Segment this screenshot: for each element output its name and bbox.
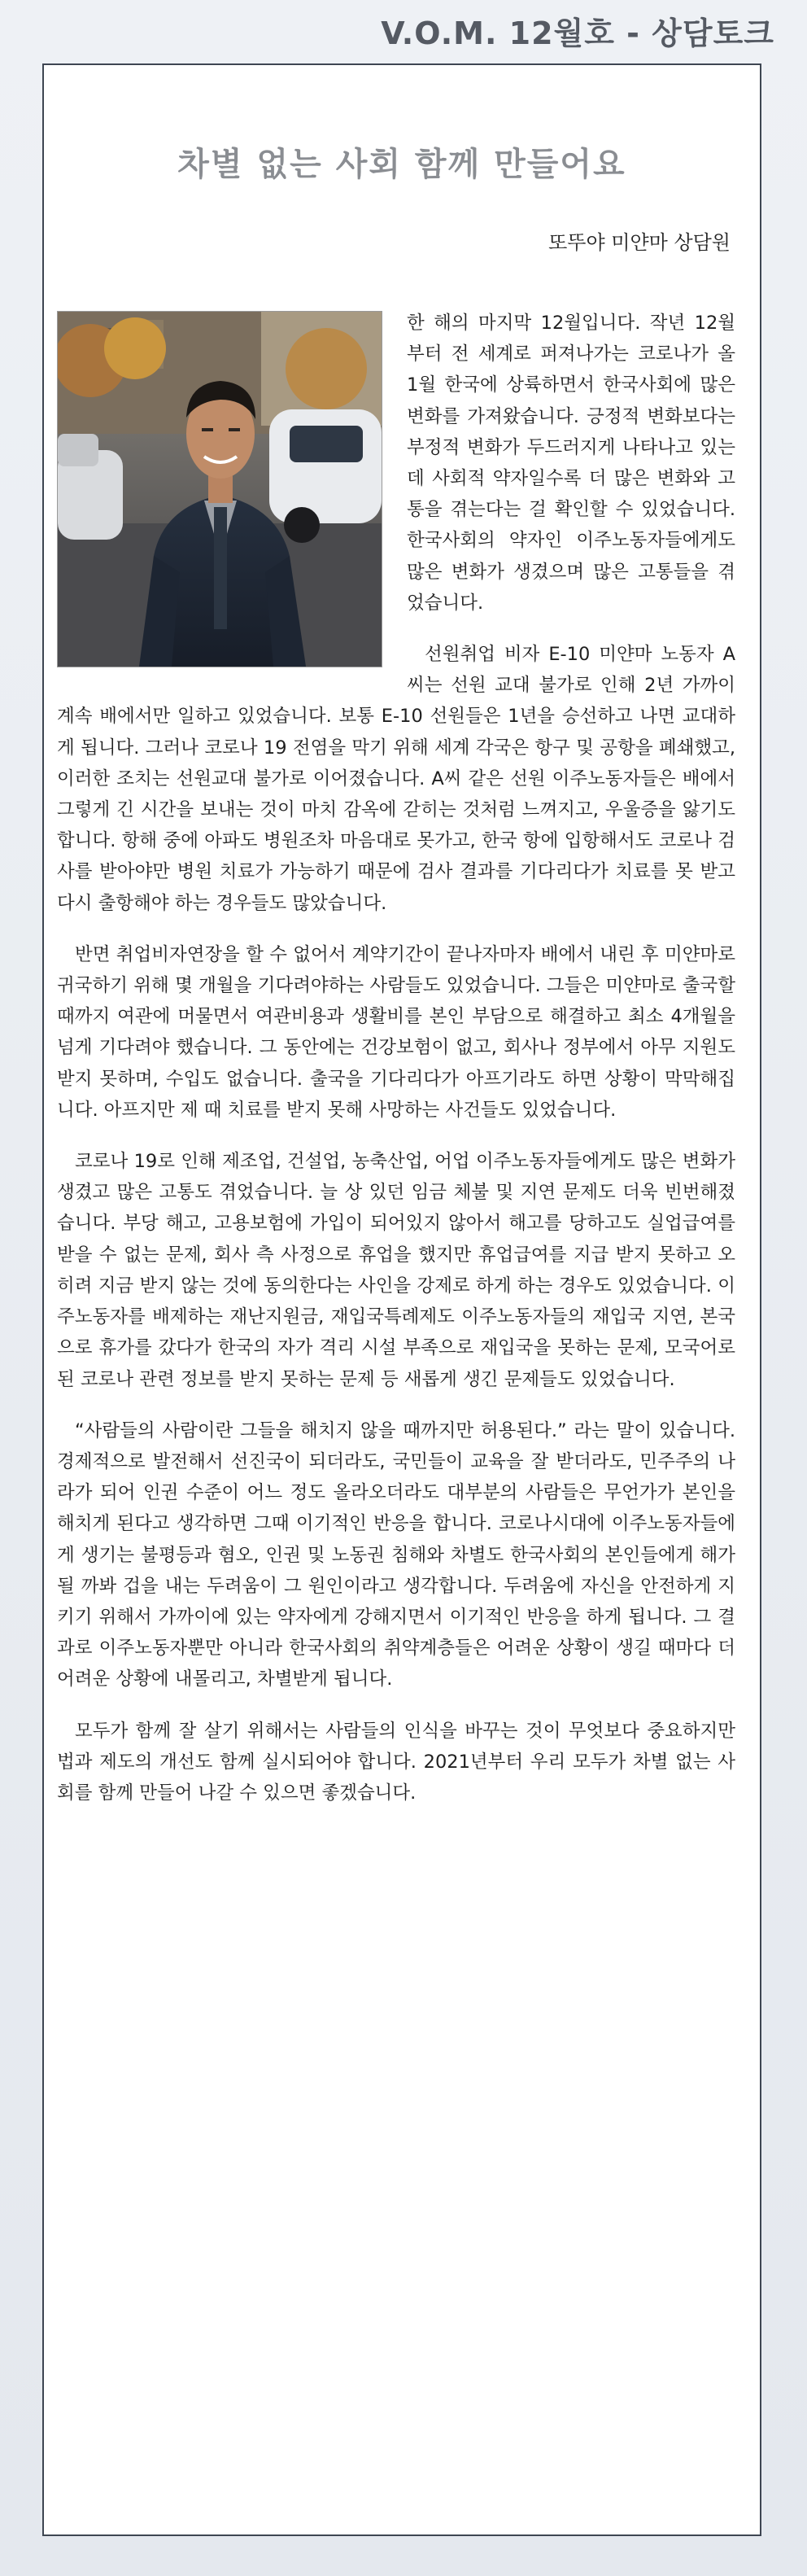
article-panel xyxy=(42,63,761,2536)
counselor-photo xyxy=(57,311,382,667)
counselor-photo-image xyxy=(58,312,382,667)
paragraph-1: 한 해의 마지막 12월입니다. 작년 12월부터 전 세계로 퍼져나가는 코로나가 올 1월 한국에 상륙하면서 한국사회에 많은 변화를 가져왔습니다. 긍정적 변화보다는 부정적 변화가 두드러지게 나타나고 있는데 사회적 약자일수록 더 많은 변화와 고통을 겪는다는 걸 확인할 수 있었습니다. 한국사회의 약자인 이주노동자들에게도 많은 변화가 생겼으며 많은 고통들을 겪었습니다. xyxy=(407,313,735,614)
article-title: 차별 없는 사회 함께 만들어요 xyxy=(177,146,626,183)
paragraph-2: 선원취업 비자 E-10 미얀마 노동자 A씨는 선원 교대 불가로 인해 2년 가까이 계속 배에서만 일하고 있었습니다. 보통 E-10 선원들은 1년을 승선하고 나면 교대하게 됩니다. 그러나 코로나 19 전염을 막기 위해 세계 각국은 항구 및 공항을 폐쇄했고, 이러한 조치는 선원교대 불가로 이어졌습니다. A씨 같은 선원 이주노동자들은 배에서 그렇게 긴 시간을 보내는 것이 마치 감옥에 갇히는 것처럼 느껴지고, 우울증을 앓기도 합니다. 항해 중에 아파도 병원조차 마음대로 못가고, 한국 항에 입항해서도 코로나 검사를 받아야만 병원 치료가 가능하기 때문에 검사 결과를 기다리다가 치료를 못 받고 다시 출항해야 하는 경우들도 많았습니다. xyxy=(57,644,735,914)
paragraph-3: 반면 취업비자연장을 할 수 없어서 계약기간이 끝나자마자 배에서 내린 후 미얀마로 귀국하기 위해 몇 개월을 기다려야하는 사람들도 있었습니다. 그들은 미얀마로 출국할 때까지 여관에 머물면서 여관비용과 생활비를 본인 부담으로 해결하고 최소 4개월을 넘게 기다려야 했습니다. 그 동안에는 건강보험이 없고, 회사나 정부에서 아무 지원도 받지 못하며, 수입도 없습니다. 출국을 기다리다가 아프기라도 하면 상황이 막막해집니다. 아프지만 제 때 치료를 받지 못해 사망하는 사건들도 있었습니다. xyxy=(57,943,735,1121)
paragraph-4: 코로나 19로 인해 제조업, 건설업, 농축산업, 어업 이주노동자들에게도 많은 변화가 생겼고 많은 고통도 겪었습니다. 늘 상 있던 임금 체불 및 지연 문제도 더욱 빈번해졌습니다. 부당 해고, 고용보험에 가입이 되어있지 않아서 해고를 당하고도 실업급여를 받을 수 없는 문제, 회사 측 사정으로 휴업을 했지만 휴업급여를 지급 받지 못하고 오히려 지금 받지 않는 것에 동의한다는 사인을 강제로 하게 하는 경우도 있었습니다. 이주노동자를 배제하는 재난지원금, 재입국특례제도 이주노동자들의 재입국 지연, 본국으로 휴가를 갔다가 한국의 자가 격리 시설 부족으로 재입국을 못하는 문제, 모국어로 된 코로나 관련 정보를 받지 못하는 문제 등 새롭게 생긴 문제들도 있었습니다. xyxy=(57,1151,735,1390)
article-body xyxy=(57,308,735,1829)
paragraph-5: “사람들의 사람이란 그들을 해치지 않을 때까지만 허용된다.” 라는 말이 있습니다. 경제적으로 발전해서 선진국이 되더라도, 국민들이 교육을 잘 받더라도, 민주주의 나라가 되어 인권 수준이 어느 정도 올라오더라도 대부분의 사람들은 무언가가 본인을 해치게 된다고 생각하면 그때 이기적인 반응을 합니다. 코로나시대에 이주노동자들에게 생기는 불평등과 혐오, 인권 및 노동권 침해와 차별도 한국사회의 본인들에게 해가 될 까봐 겁을 내는 두려움이 그 원인이라고 생각합니다. 두려움에 자신을 안전하게 지키기 위해서 가까이에 있는 약자에게 강해지면서 이기적인 반응을 하게 됩니다. 그 결과로 이주노동자뿐만 아니라 한국사회의 취약계층들은 어려운 상황이 생길 때마다 더 어려운 상황에 내몰리고, 차별받게 됩니다. xyxy=(57,1419,735,1690)
article-author: 또뚜야 미얀마 상담원 xyxy=(548,231,731,254)
newsletter-header: V.O.M. 12월호 - 상담토크 xyxy=(381,15,774,51)
paragraph-6: 모두가 함께 잘 살기 위해서는 사람들의 인식을 바꾸는 것이 무엇보다 중요하지만 법과 제도의 개선도 함께 실시되어야 합니다. 2021년부터 우리 모두가 차별 없는 사회를 함께 만들어 나갈 수 있으면 좋겠습니다. xyxy=(57,1720,735,1804)
